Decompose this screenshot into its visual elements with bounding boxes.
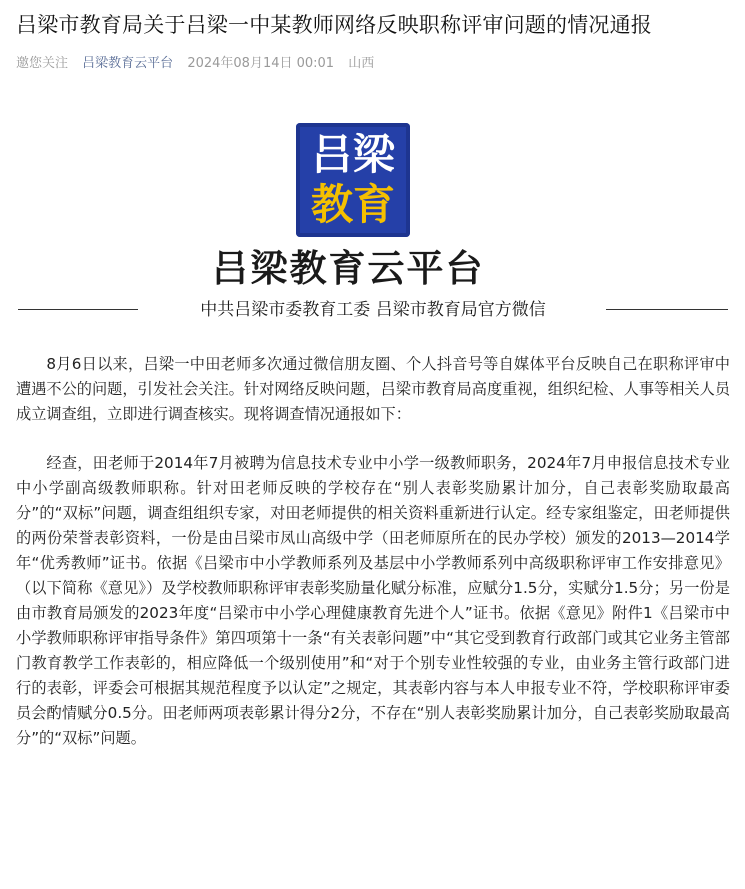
publish-location: 山西: [348, 56, 375, 71]
banner-slogan: 中共吕梁市委教育工委 吕梁市教育局官方微信: [200, 300, 546, 320]
source-account-link[interactable]: 吕梁教育云平台: [82, 56, 174, 71]
follow-label: 邀您关注: [16, 56, 69, 71]
publish-datetime: 2024年08月14日 00:01: [187, 56, 335, 71]
logo-text-bottom: 教育: [310, 180, 395, 229]
article-paragraph-2: 经查，田老师于2014年7月被聘为信息技术专业中小学一级教师职务，2024年7月申报信息技术专业中小学副高级教师职称。针对田老师反映的学校存在“别人表彰奖励累计加分，自己表彰奖励取最高分”的“双标”问题，调查组组织专家，对田老师提供的相关资料重新进行认定。经专家组鉴定，田老师提供的两份荣誉表彰资料，一份是由吕梁市凤山高级中学（田老师原所在的民办学校）颁发的2013—2014学年“优秀教师”证书。依据《吕梁市中小学教师系列及基层中小学教师系列中高级职称评审工作安排意见》（以下简称《意见》）及学校教师职称评审表彰奖励量化赋分标准，应赋分1.5分，实赋分1.5分；另一份是由市教育局颁发的2023年度“吕梁市中小学心理健康教育先进个人”证书。依据《意见》附件1《吕梁市中小学教师职称评审指导条件》第四项第十一条“有关表彰问题”中“其它受到教育行政部门或其它业务主管部门教育教学工作表彰的，相应降低一个级别使用”和“对于个别专业性较强的专业，由业务主管行政部门进行的表彰，评委会可根据其规范程度予以认定”之规定，其表彰内容与本人申报专业不符，学校职称评审委员会酌情赋分0.5分。田老师两项表彰累计得分2分，不存在“别人表彰奖励累计加分，自己表彰奖励取最高分”的“双标”问题。: [16, 454, 730, 747]
article-paragraph-1: 8月6日以来，吕梁一中田老师多次通过微信朋友圈、个人抖音号等自媒体平台反映自己在职称评审中遭遇不公的问题，引发社会关注。针对网络反映问题，吕梁市教育局高度重视，组织纪检、人事等相关人员成立调查组，立即进行调查核实。现将调查情况通报如下：: [16, 355, 730, 423]
article-body: [16, 352, 730, 751]
article-title: 吕梁市教育局关于吕梁一中某教师网络反映职称评审问题的情况通报: [16, 13, 652, 37]
article-meta: [16, 55, 384, 73]
banner-slogan-row: [18, 298, 728, 322]
slogan-divider-left: [18, 309, 138, 310]
education-logo: [296, 123, 410, 237]
logo-text-top: 吕梁: [310, 130, 395, 179]
platform-name: 吕梁教育云平台: [211, 246, 485, 290]
slogan-divider-right: [606, 309, 728, 310]
